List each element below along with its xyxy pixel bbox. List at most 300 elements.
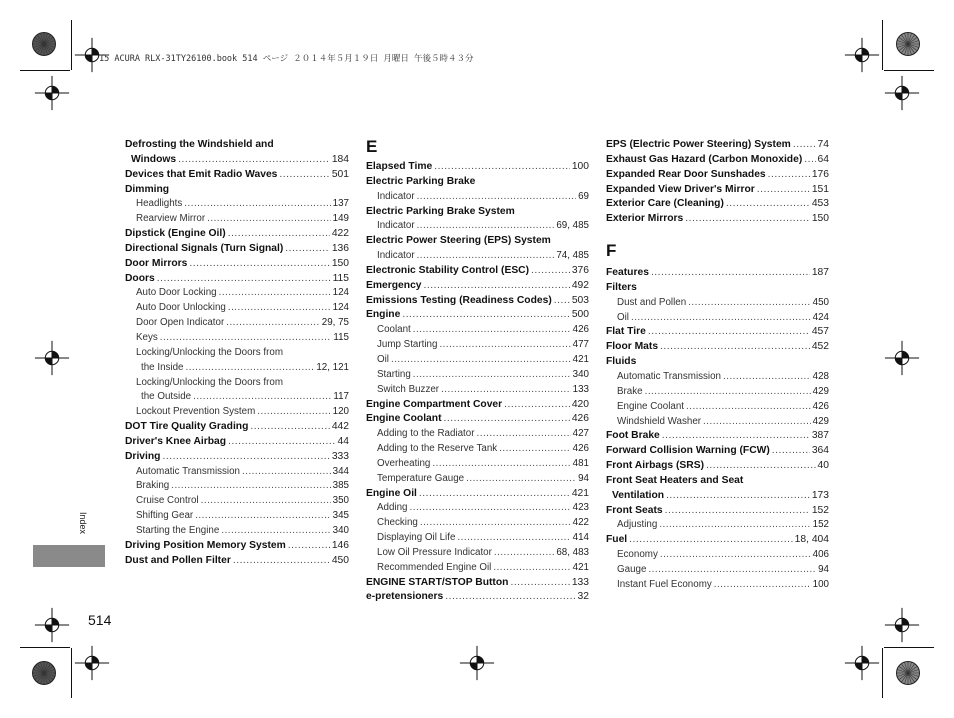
dot-leader: [444, 412, 570, 427]
index-entry-term: Electronic Stability Control (ESC): [366, 264, 530, 276]
index-entry-term: Switch Buzzer: [377, 383, 440, 395]
registration-target: [34, 75, 70, 111]
index-entry-page[interactable]: 421: [572, 561, 589, 573]
index-entry[interactable]: [606, 504, 829, 519]
color-patch-circle: [896, 661, 920, 685]
index-entry-page[interactable]: 187: [811, 267, 829, 279]
dot-leader: [629, 533, 792, 548]
index-entry[interactable]: [125, 257, 349, 272]
index-entry-page[interactable]: 457: [811, 326, 829, 338]
index-entry-page[interactable]: 150: [331, 257, 349, 269]
dot-leader: [410, 501, 571, 516]
index-entry-page[interactable]: 387: [811, 430, 829, 442]
index-entry-page[interactable]: 117: [333, 391, 349, 403]
index-subentry[interactable]: [606, 370, 829, 385]
dot-leader: [207, 212, 331, 227]
dot-leader: [242, 465, 331, 480]
index-entry-page[interactable]: 29, 75: [321, 317, 349, 329]
dot-leader: [201, 494, 331, 509]
index-entry[interactable]: [606, 533, 829, 548]
index-entry-term: Floor Mats: [606, 341, 659, 353]
index-entry-page[interactable]: 333: [331, 450, 349, 462]
index-subentry[interactable]: [125, 286, 349, 301]
index-entry-page[interactable]: 414: [572, 532, 589, 544]
index-subentry[interactable]: [366, 516, 589, 531]
index-subentry[interactable]: [366, 561, 589, 576]
index-subentry[interactable]: [366, 353, 589, 368]
dot-leader: [419, 487, 570, 502]
index-entry[interactable]: [125, 554, 349, 569]
index-entry-page[interactable]: 124: [332, 287, 349, 299]
index-entry-term: Engine Oil: [366, 487, 417, 499]
dot-leader: [660, 340, 810, 355]
dot-leader: [288, 539, 330, 554]
index-entry-term: Electric Parking Brake System: [366, 205, 515, 217]
index-entry-term: Automatic Transmission: [136, 465, 240, 477]
index-entry-page[interactable]: 151: [811, 183, 829, 195]
index-subentry[interactable]: [125, 346, 349, 361]
index-subentry[interactable]: [366, 501, 589, 516]
index-entry[interactable]: [125, 435, 349, 450]
index-entry-term: Elapsed Time: [366, 161, 433, 172]
index-entry-term: Lockout Prevention System: [136, 406, 256, 418]
index-entry-page[interactable]: 364: [811, 445, 829, 457]
dot-leader: [226, 316, 320, 331]
dot-leader: [466, 472, 576, 487]
index-subentry[interactable]: [606, 311, 829, 326]
index-subentry[interactable]: [125, 376, 349, 391]
index-subentry[interactable]: [366, 457, 589, 472]
index-subentry[interactable]: [125, 479, 349, 494]
index-entry-page[interactable]: 69, 485: [556, 220, 589, 232]
index-entry-term: Door Open Indicator: [136, 317, 225, 329]
index-entry-term: Driving: [125, 450, 161, 462]
index-entry-page[interactable]: 423: [572, 502, 589, 514]
index-entry-page[interactable]: 152: [811, 504, 829, 516]
index-entry[interactable]: [125, 272, 349, 287]
index-entry-page[interactable]: 44: [337, 435, 349, 447]
index-entry[interactable]: [606, 429, 829, 444]
index-subentry[interactable]: [125, 331, 349, 346]
index-subentry[interactable]: [606, 518, 829, 533]
index-entry-page[interactable]: 385: [332, 480, 349, 492]
index-entry-page[interactable]: 176: [811, 168, 829, 180]
index-subentry[interactable]: [125, 212, 349, 227]
index-entry-page[interactable]: 376: [571, 264, 589, 276]
index-entry[interactable]: [606, 340, 829, 355]
index-entry-term: Indicator: [377, 220, 415, 232]
dot-leader: [665, 504, 810, 519]
dot-leader: [666, 489, 810, 504]
index-entry-term: Dust and Pollen: [617, 296, 687, 308]
index-entry-term: Dust and Pollen Filter: [125, 554, 231, 566]
index-entry[interactable]: [366, 487, 589, 502]
index-column-3: [606, 138, 829, 593]
registration-target: [34, 340, 70, 376]
dot-leader: [193, 390, 331, 405]
index-entry[interactable]: [606, 138, 829, 153]
index-entry-term: Front Seats: [606, 504, 663, 516]
index-entry[interactable]: [366, 160, 589, 175]
index-entry-term: Electric Power Steering (EPS) System: [366, 235, 551, 247]
dot-leader: [688, 296, 810, 311]
index-entry-term: the Inside: [141, 361, 184, 373]
index-subentry[interactable]: [125, 390, 349, 405]
index-entry-page[interactable]: 146: [331, 539, 349, 551]
index-entry-page[interactable]: 74: [817, 139, 829, 150]
index-entry-page[interactable]: 152: [812, 519, 829, 531]
index-entry[interactable]: [606, 281, 829, 296]
registration-target: [884, 607, 920, 643]
index-entry[interactable]: [366, 308, 589, 323]
index-entry-term: Fluids: [606, 356, 637, 368]
index-subentry[interactable]: [125, 197, 349, 212]
index-entry-page[interactable]: 100: [571, 161, 589, 172]
index-subentry[interactable]: [366, 427, 589, 442]
index-entry-page[interactable]: 124: [332, 302, 349, 314]
index-entry-page[interactable]: 136: [331, 242, 349, 254]
dot-leader: [432, 457, 570, 472]
index-entry-term: Flat Tire: [606, 326, 646, 338]
index-subentry[interactable]: [366, 546, 589, 561]
dot-leader: [494, 546, 554, 561]
dot-leader: [651, 266, 810, 281]
color-patch-circle: [896, 32, 920, 56]
index-entry-page[interactable]: 69: [578, 190, 589, 202]
index-subentry[interactable]: [366, 368, 589, 383]
index-entry-term: Dimming: [125, 183, 170, 195]
index-entry-page[interactable]: 429: [812, 385, 829, 397]
index-entry[interactable]: [125, 539, 349, 554]
index-subentry[interactable]: [366, 442, 589, 457]
index-subentry[interactable]: [606, 415, 829, 430]
index-entry-page[interactable]: 32: [577, 591, 589, 603]
dot-leader: [726, 197, 810, 212]
index-entry[interactable]: [366, 175, 589, 190]
dot-leader: [631, 311, 811, 326]
index-entry[interactable]: [366, 264, 589, 279]
index-entry[interactable]: [125, 153, 349, 168]
index-subentry[interactable]: [366, 249, 589, 264]
dot-leader: [221, 524, 330, 539]
index-entry-page[interactable]: 344: [332, 465, 349, 477]
index-entry-term: Rearview Mirror: [136, 213, 206, 225]
crop-mark: [882, 648, 883, 698]
index-entry[interactable]: [606, 459, 829, 474]
index-subentry[interactable]: [366, 190, 589, 205]
index-entry-page[interactable]: 501: [331, 168, 349, 180]
index-entry-term: Engine: [366, 309, 401, 321]
index-entry-term: Jump Starting: [377, 339, 438, 351]
index-entry-term: Braking: [136, 480, 170, 492]
index-entry-page[interactable]: 426: [571, 413, 589, 425]
index-entry[interactable]: [606, 266, 829, 281]
index-entry-page[interactable]: 421: [571, 487, 589, 499]
registration-target: [884, 340, 920, 376]
index-entry-page[interactable]: 426: [812, 400, 829, 412]
section-tab[interactable]: [33, 545, 105, 567]
index-entry-page[interactable]: 422: [572, 517, 589, 529]
index-entry[interactable]: [366, 294, 589, 309]
dot-leader: [685, 212, 810, 227]
index-entry-page[interactable]: 173: [811, 489, 829, 501]
registration-target: [844, 37, 880, 73]
index-entry-page[interactable]: 115: [333, 331, 349, 343]
dot-leader: [477, 427, 571, 442]
dot-leader: [233, 554, 330, 569]
index-entry[interactable]: [606, 489, 829, 504]
index-entry-page[interactable]: 133: [572, 383, 589, 395]
index-entry[interactable]: [606, 212, 829, 227]
index-subentry[interactable]: [125, 509, 349, 524]
index-entry-page[interactable]: 503: [571, 294, 589, 306]
index-entry[interactable]: [125, 138, 349, 153]
index-entry-page[interactable]: 428: [812, 370, 829, 382]
index-entry-term: Overheating: [377, 457, 431, 469]
index-entry[interactable]: [125, 242, 349, 257]
index-entry-term: Instant Fuel Economy: [617, 578, 712, 590]
index-entry[interactable]: [606, 197, 829, 212]
index-entry-term: Filters: [606, 281, 637, 293]
index-entry-term: Exhaust Gas Hazard (Carbon Monoxide): [606, 153, 803, 165]
index-entry-term: Auto Door Locking: [136, 287, 217, 299]
dot-leader: [510, 576, 569, 591]
index-entry-page[interactable]: 477: [572, 339, 589, 351]
dot-leader: [279, 168, 329, 183]
index-entry-term: Auto Door Unlocking: [136, 302, 226, 314]
index-entry-page[interactable]: 18, 404: [794, 534, 829, 546]
index-entry-page[interactable]: 453: [811, 198, 829, 210]
index-entry-page[interactable]: 40: [817, 460, 829, 472]
crop-mark: [20, 647, 70, 648]
index-entry[interactable]: [366, 576, 589, 591]
index-subentry[interactable]: [606, 548, 829, 563]
index-subentry[interactable]: [606, 385, 829, 400]
index-entry-page[interactable]: 424: [812, 311, 829, 323]
index-entry-page[interactable]: 429: [812, 415, 829, 427]
index-entry-term: Starting the Engine: [136, 524, 220, 536]
index-entry-page[interactable]: 94: [818, 563, 829, 575]
index-entry-term: Cruise Control: [136, 495, 199, 507]
index-entry-page[interactable]: 406: [812, 549, 829, 561]
index-subentry[interactable]: [125, 494, 349, 509]
index-entry[interactable]: [125, 183, 349, 198]
dot-leader: [645, 385, 811, 400]
dot-leader: [413, 368, 571, 383]
registration-target: [34, 607, 70, 643]
index-entry-page[interactable]: 120: [332, 406, 349, 418]
dot-leader: [706, 459, 816, 474]
index-entry-page[interactable]: 345: [332, 510, 349, 522]
index-entry-term: Defrosting the Windshield and: [125, 139, 274, 150]
index-entry-term: Locking/Unlocking the Doors from: [136, 346, 284, 358]
dot-leader: [171, 479, 330, 494]
index-column-1: [125, 138, 349, 568]
index-subentry[interactable]: [606, 563, 829, 578]
index-entry[interactable]: [606, 325, 829, 340]
index-entry[interactable]: [366, 279, 589, 294]
index-entry-term: Features: [606, 267, 649, 279]
index-entry[interactable]: [125, 450, 349, 465]
dot-leader: [714, 578, 811, 593]
index-entry-page[interactable]: 500: [571, 309, 589, 321]
dot-leader: [445, 590, 575, 605]
index-entry[interactable]: [366, 205, 589, 220]
index-entry-page[interactable]: 94: [578, 472, 589, 484]
page-number: 514: [88, 612, 112, 628]
index-entry-term: Directional Signals (Turn Signal): [125, 242, 284, 254]
dot-leader: [417, 249, 555, 264]
index-entry-page[interactable]: 426: [572, 443, 589, 455]
index-entry-page[interactable]: 184: [331, 153, 349, 165]
index-subentry[interactable]: [366, 338, 589, 353]
index-subentry[interactable]: [366, 531, 589, 546]
index-subentry[interactable]: [366, 323, 589, 338]
index-entry[interactable]: [366, 234, 589, 249]
index-entry[interactable]: [606, 153, 829, 168]
dot-leader: [441, 383, 571, 398]
index-entry-page[interactable]: 442: [331, 421, 349, 433]
index-entry-term: Emergency: [366, 279, 422, 291]
index-entry-term: Doors: [125, 272, 155, 284]
index-entry-page[interactable]: 421: [572, 353, 589, 365]
index-entry-page[interactable]: 150: [811, 213, 829, 225]
index-entry[interactable]: [606, 183, 829, 198]
index-entry-page[interactable]: 420: [571, 398, 589, 410]
index-subentry[interactable]: [125, 361, 349, 376]
index-entry-page[interactable]: 426: [572, 324, 589, 336]
index-entry-term: Displaying Oil Life: [377, 532, 456, 544]
dot-leader: [391, 353, 571, 368]
index-entry[interactable]: [366, 398, 589, 413]
dot-leader: [285, 242, 330, 257]
index-entry-term: Expanded View Driver's Mirror: [606, 183, 755, 195]
index-subentry[interactable]: [366, 219, 589, 234]
index-entry-page[interactable]: 481: [572, 457, 589, 469]
index-subentry[interactable]: [606, 296, 829, 311]
index-entry-page[interactable]: 74, 485: [556, 250, 589, 262]
index-entry-page[interactable]: 427: [572, 428, 589, 440]
index-entry-page[interactable]: 64: [817, 153, 829, 165]
index-subentry[interactable]: [125, 524, 349, 539]
index-entry[interactable]: [125, 227, 349, 242]
index-entry[interactable]: [366, 590, 589, 605]
index-entry-page[interactable]: 350: [332, 495, 349, 507]
index-entry-page[interactable]: 68, 483: [556, 546, 589, 558]
index-entry-term: Coolant: [377, 324, 411, 336]
dot-leader: [189, 257, 329, 272]
index-entry-term: Checking: [377, 517, 418, 529]
index-entry-page[interactable]: 340: [572, 368, 589, 380]
dot-leader: [660, 548, 811, 563]
index-entry-term: Oil: [617, 311, 629, 323]
index-entry[interactable]: [606, 444, 829, 459]
dot-leader: [457, 531, 570, 546]
index-entry[interactable]: [606, 355, 829, 370]
dot-leader: [703, 415, 811, 430]
dot-leader: [195, 509, 330, 524]
dot-leader: [793, 138, 816, 153]
index-entry-page[interactable]: 450: [331, 554, 349, 566]
index-entry-term: Starting: [377, 368, 411, 380]
dot-leader: [219, 286, 331, 301]
index-entry-page[interactable]: 137: [332, 198, 349, 210]
index-entry-page[interactable]: 422: [331, 228, 349, 240]
index-entry-term: Indicator: [377, 250, 415, 262]
index-entry[interactable]: [125, 168, 349, 183]
index-entry[interactable]: [606, 474, 829, 489]
dot-leader: [417, 190, 577, 205]
crop-mark: [71, 20, 72, 70]
index-entry-page[interactable]: 12, 121: [316, 361, 349, 373]
index-subentry[interactable]: [606, 578, 829, 593]
index-subentry[interactable]: [125, 465, 349, 480]
index-subentry[interactable]: [366, 472, 589, 487]
index-subentry[interactable]: [125, 316, 349, 331]
index-entry-term: Foot Brake: [606, 430, 660, 442]
index-entry-term: Exterior Care (Cleaning): [606, 198, 724, 210]
index-entry-term: EPS (Electric Power Steering) System: [606, 139, 791, 150]
dot-leader: [804, 153, 815, 168]
dot-leader: [659, 518, 810, 533]
index-entry-term: Door Mirrors: [125, 257, 188, 269]
dot-leader: [723, 370, 811, 385]
index-subentry[interactable]: [125, 301, 349, 316]
index-entry-term: e-pretensioners: [366, 591, 444, 603]
index-entry-page[interactable]: 133: [571, 576, 589, 588]
index-entry-page[interactable]: 450: [812, 296, 829, 308]
index-entry[interactable]: [366, 412, 589, 427]
index-entry-term: Ventilation: [612, 489, 665, 501]
index-entry-term: Gauge: [617, 563, 647, 575]
index-section-letter: E: [366, 137, 378, 156]
dot-leader: [250, 420, 329, 435]
index-subentry[interactable]: [125, 405, 349, 420]
index-subentry[interactable]: [366, 383, 589, 398]
index-entry-page[interactable]: 452: [811, 341, 829, 353]
index-entry-page[interactable]: 100: [812, 578, 829, 590]
color-patch-circle: [32, 32, 56, 56]
color-patch-circle: [32, 661, 56, 685]
index-entry-page[interactable]: 492: [571, 279, 589, 291]
index-entry-page[interactable]: 149: [332, 213, 349, 225]
index-entry-term: Fuel: [606, 534, 628, 546]
crop-mark: [882, 20, 883, 70]
index-entry-term: ENGINE START/STOP Button: [366, 576, 509, 588]
index-entry-term: Engine Compartment Cover: [366, 398, 503, 410]
index-entry-term: Driver's Knee Airbag: [125, 435, 227, 447]
index-entry-term: Driving Position Memory System: [125, 539, 286, 551]
index-entry[interactable]: [606, 168, 829, 183]
dot-leader: [228, 301, 331, 316]
dot-leader: [157, 272, 331, 287]
index-entry-term: Engine Coolant: [366, 413, 442, 425]
index-entry-term: Headlights: [136, 198, 183, 210]
dot-leader: [420, 516, 571, 531]
index-entry-page[interactable]: 115: [332, 272, 349, 284]
registration-target: [74, 645, 110, 681]
index-entry-term: Front Seat Heaters and Seat: [606, 474, 744, 486]
index-entry[interactable]: [125, 420, 349, 435]
dot-leader: [757, 183, 810, 198]
index-entry-page[interactable]: 340: [332, 524, 349, 536]
registration-target: [844, 645, 880, 681]
index-entry-term: Dipstick (Engine Oil): [125, 228, 226, 240]
dot-leader: [648, 563, 816, 578]
index-entry-term: Adding to the Reserve Tank: [377, 443, 498, 455]
index-subentry[interactable]: [606, 400, 829, 415]
crop-mark: [884, 70, 934, 71]
